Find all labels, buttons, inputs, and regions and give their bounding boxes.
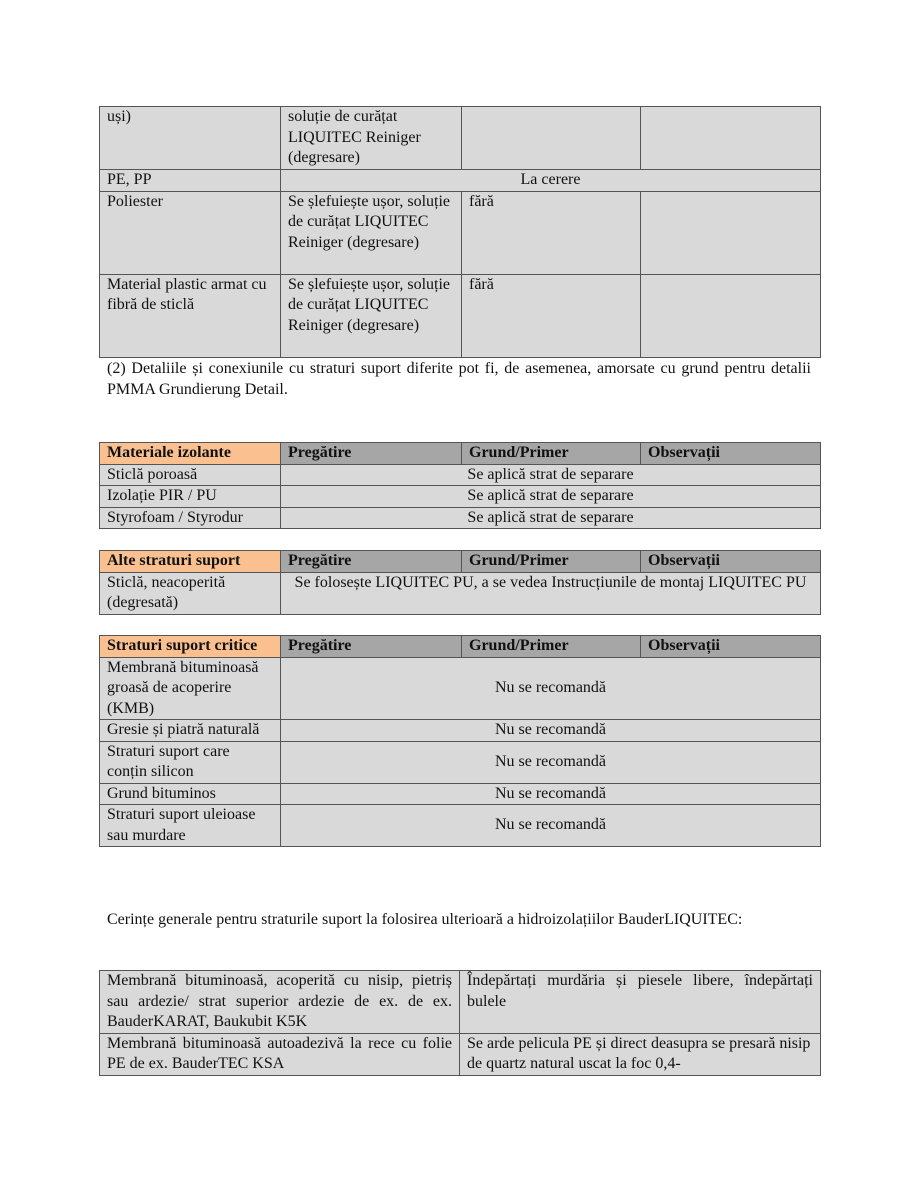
cell-material: Membrană bituminoasă groasă de acoperire (KMB) (100, 657, 281, 720)
cell-merged-value: Se folosește LIQUITEC PU, a se vedea Instrucțiunile de montaj LIQUITEC PU (281, 572, 821, 614)
cell-requirement: Îndepărtați murdăria și piesele libere, îndepărtați bulele (460, 971, 821, 1034)
cell-observations (641, 107, 821, 170)
cell-merged-value: Se aplică strat de separare (281, 507, 821, 529)
table-row (100, 657, 821, 720)
cell-material: Sticlă, neacoperită (degresată) (100, 572, 281, 614)
table-row (100, 572, 821, 614)
header-alte-straturi-suport: Alte straturi suport (100, 551, 281, 573)
table-row (100, 507, 821, 529)
table-row (100, 1033, 821, 1075)
cell-preparation: soluție de curățat LIQUITEC Reiniger (degresare) (281, 107, 462, 170)
cell-primer (462, 107, 641, 170)
table-row (100, 971, 821, 1034)
table-row (100, 170, 821, 192)
general-requirements-table (99, 970, 821, 1076)
table-row (100, 486, 821, 508)
cell-material: Straturi suport uleioase sau murdare (100, 805, 281, 847)
header-grund-primer: Grund/Primer (462, 551, 641, 573)
table-header-row (100, 443, 821, 465)
table-row (100, 274, 821, 357)
cell-material: Straturi suport care conțin silicon (100, 741, 281, 783)
cell-merged-value: Nu se recomandă (281, 741, 821, 783)
other-substrates-table (99, 550, 821, 615)
table-row (100, 805, 821, 847)
cell-merged-value: La cerere (281, 170, 821, 192)
header-straturi-suport-critice: Straturi suport critice (100, 636, 281, 658)
cell-material: Gresie și piatră naturală (100, 720, 281, 742)
cell-preparation: Se șlefuiește ușor, soluție de curățat LIQUITEC Reiniger (degresare) (281, 274, 462, 357)
cell-preparation: Se șlefuiește ușor, soluție de curățat LIQUITEC Reiniger (degresare) (281, 191, 462, 274)
cell-requirement: Se arde pelicula PE și direct deasupra se presară nisip de quartz natural uscat la foc 0,4- (460, 1033, 821, 1075)
cell-material: Sticlă poroasă (100, 464, 281, 486)
cell-material: Grund bituminos (100, 783, 281, 805)
header-pregatire: Pregătire (281, 636, 462, 658)
cell-substrate: Membrană bituminoasă, acoperită cu nisip, pietriș sau ardezie/ strat superior ardezie de ex. de ex. BauderKARAT, Baukubit K5K (100, 971, 460, 1034)
cell-merged-value: Nu se recomandă (281, 805, 821, 847)
cell-observations (641, 274, 821, 357)
cell-material: Poliester (100, 191, 281, 274)
table-row (100, 191, 821, 274)
cell-material: Izolație PIR / PU (100, 486, 281, 508)
cell-material: Material plastic armat cu fibră de sticlă (100, 274, 281, 357)
table-row (100, 720, 821, 742)
table-header-row (100, 636, 821, 658)
critical-substrates-table (99, 635, 821, 847)
header-pregatire: Pregătire (281, 443, 462, 465)
header-observatii: Observații (641, 636, 821, 658)
cell-merged-value: Se aplică strat de separare (281, 464, 821, 486)
header-pregatire: Pregătire (281, 551, 462, 573)
table-row (100, 741, 821, 783)
header-observatii: Observații (641, 551, 821, 573)
cell-merged-value: Nu se recomandă (281, 720, 821, 742)
header-grund-primer: Grund/Primer (462, 443, 641, 465)
substrate-table-continued (99, 106, 821, 358)
insulating-materials-table (99, 442, 821, 529)
header-observatii: Observații (641, 443, 821, 465)
cell-material: uși) (100, 107, 281, 170)
cell-merged-value: Nu se recomandă (281, 783, 821, 805)
header-materiale-izolante: Materiale izolante (100, 443, 281, 465)
table-header-row (100, 551, 821, 573)
cell-merged-value: Se aplică strat de separare (281, 486, 821, 508)
cell-merged-value: Nu se recomandă (281, 657, 821, 720)
cell-primer: fără (462, 274, 641, 357)
table-row (100, 107, 821, 170)
table-row (100, 783, 821, 805)
header-grund-primer: Grund/Primer (462, 636, 641, 658)
requirements-paragraph: Cerințe generale pentru straturile suport la folosirea ulterioară a hidroizolațiilor BauderLIQUITEC: (107, 911, 743, 928)
cell-observations (641, 191, 821, 274)
cell-primer: fără (462, 191, 641, 274)
cell-material: Styrofoam / Styrodur (100, 507, 281, 529)
table-row (100, 464, 821, 486)
cell-material: PE, PP (100, 170, 281, 192)
note-paragraph: (2) Detaliile și conexiunile cu straturi suport diferite pot fi, de asemenea, amorsate cu grund pentru detalii PMMA Grundierung Detail. (107, 360, 811, 398)
cell-substrate: Membrană bituminoasă autoadezivă la rece cu folie PE de ex. BauderTEC KSA (100, 1033, 460, 1075)
